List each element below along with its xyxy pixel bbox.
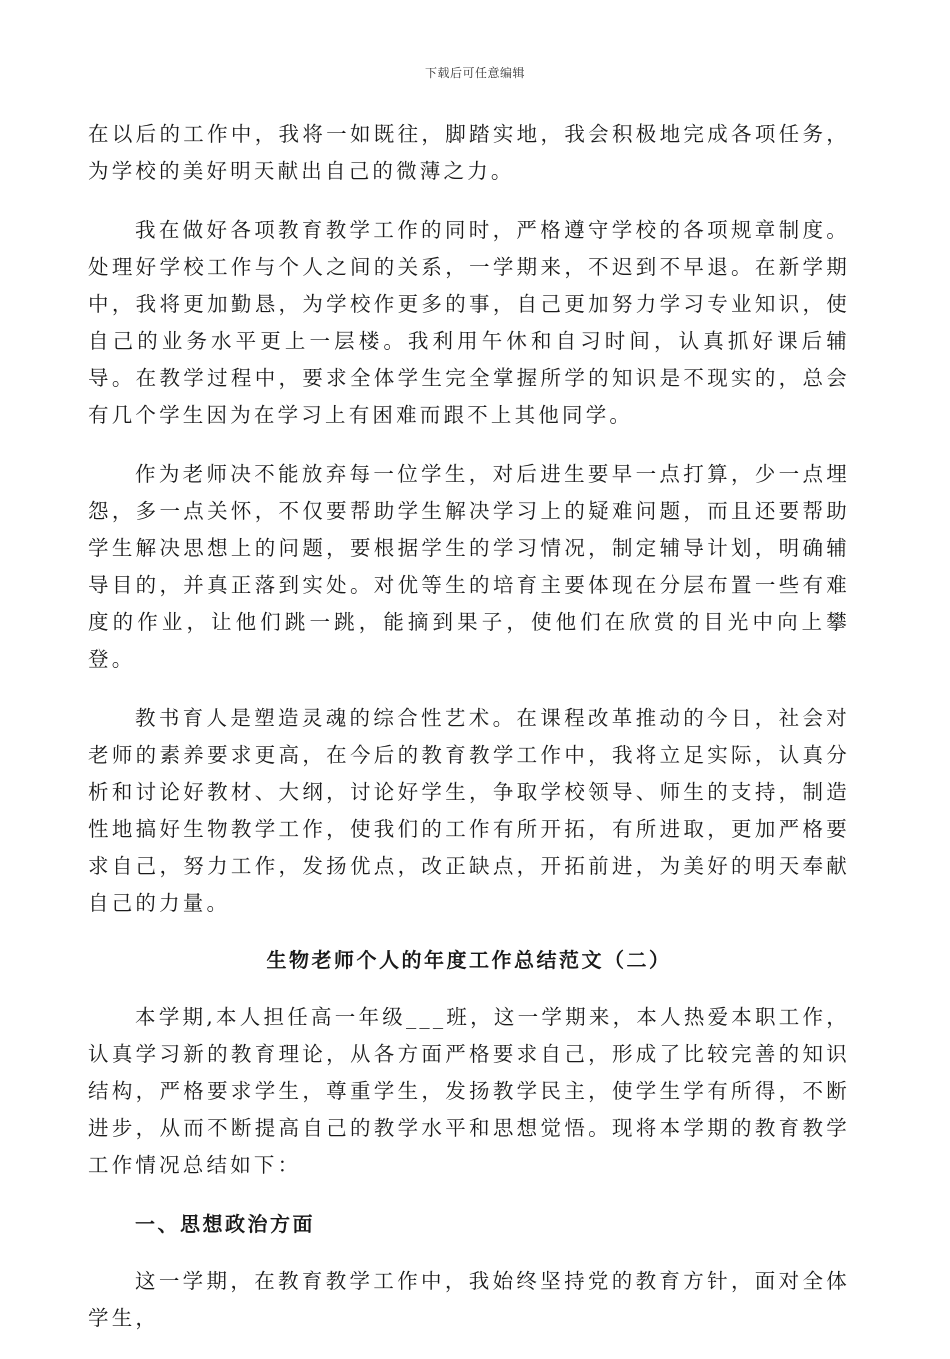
paragraph-continuation: 在以后的工作中，我将一如既往，脚踏实地，我会积极地完成各项任务，为学校的美好明天献出自己的微薄之力。 bbox=[88, 122, 850, 183]
document-body bbox=[88, 116, 850, 1359]
section-heading: 一、思想政治方面 bbox=[135, 1212, 315, 1236]
paragraph-section-text: 这一学期，在教育教学工作中，我始终坚持党的教育方针，面对全体学生， bbox=[88, 1269, 850, 1330]
paragraph-education: 教书育人是塑造灵魂的综合性艺术。在课程改革推动的今日，社会对老师的素养要求更高，在今后的教育教学工作中，我将立足实际，认真分析和讨论好教材、大纲，讨论好学生，争取学校领导、师生的支持，制造性地搞好生物教学工作，使我们的工作有所开拓，有所进取，更加严格要求自己，努力工作，发扬优点，改正缺点，开拓前进，为美好的明天奉献自己的力量。 bbox=[88, 706, 850, 915]
paragraph-rules: 我在做好各项教育教学工作的同时，严格遵守学校的各项规章制度。处理好学校工作与个人之间的关系，一学期来，不迟到不早退。在新学期中，我将更加勤恳，为学校作更多的事，自己更加努力学习专业知识，使自己的业务水平更上一层楼。我利用午休和自习时间，认真抓好课后辅导。在教学过程中，要求全体学生完全掌握所学的知识是不现实的，总会有几个学生因为在学习上有困难而跟不上其他同学。 bbox=[88, 218, 850, 427]
paragraph-students: 作为老师决不能放弃每一位学生，对后进生要早一点打算，少一点埋怨，多一点关怀，不仅要帮助学生解决学习上的疑难问题，而且还要帮助学生解决思想上的问题，要根据学生的学习情况，制定辅导计划，明确辅导目的，并真正落到实处。对优等生的培育主要体现在分层布置一些有难度的作业，让他们跳一跳，能摘到果子，使他们在欣赏的目光中向上攀登。 bbox=[88, 462, 850, 671]
paragraph-intro: 本学期,本人担任高一年级___班，这一学期来，本人热爱本职工作，认真学习新的教育理论，从各方面严格要求自己，形成了比较完善的知识结构，严格要求学生，尊重学生，发扬教学民主，使学生学有所得，不断进步，从而不断提高自己的教学水平和思想觉悟。现将本学期的教育教学工作情况总结如下： bbox=[88, 1005, 850, 1177]
document-title: 生物老师个人的年度工作总结范文（二） bbox=[266, 948, 672, 972]
header-note: 下载后可任意编辑 bbox=[424, 66, 525, 80]
